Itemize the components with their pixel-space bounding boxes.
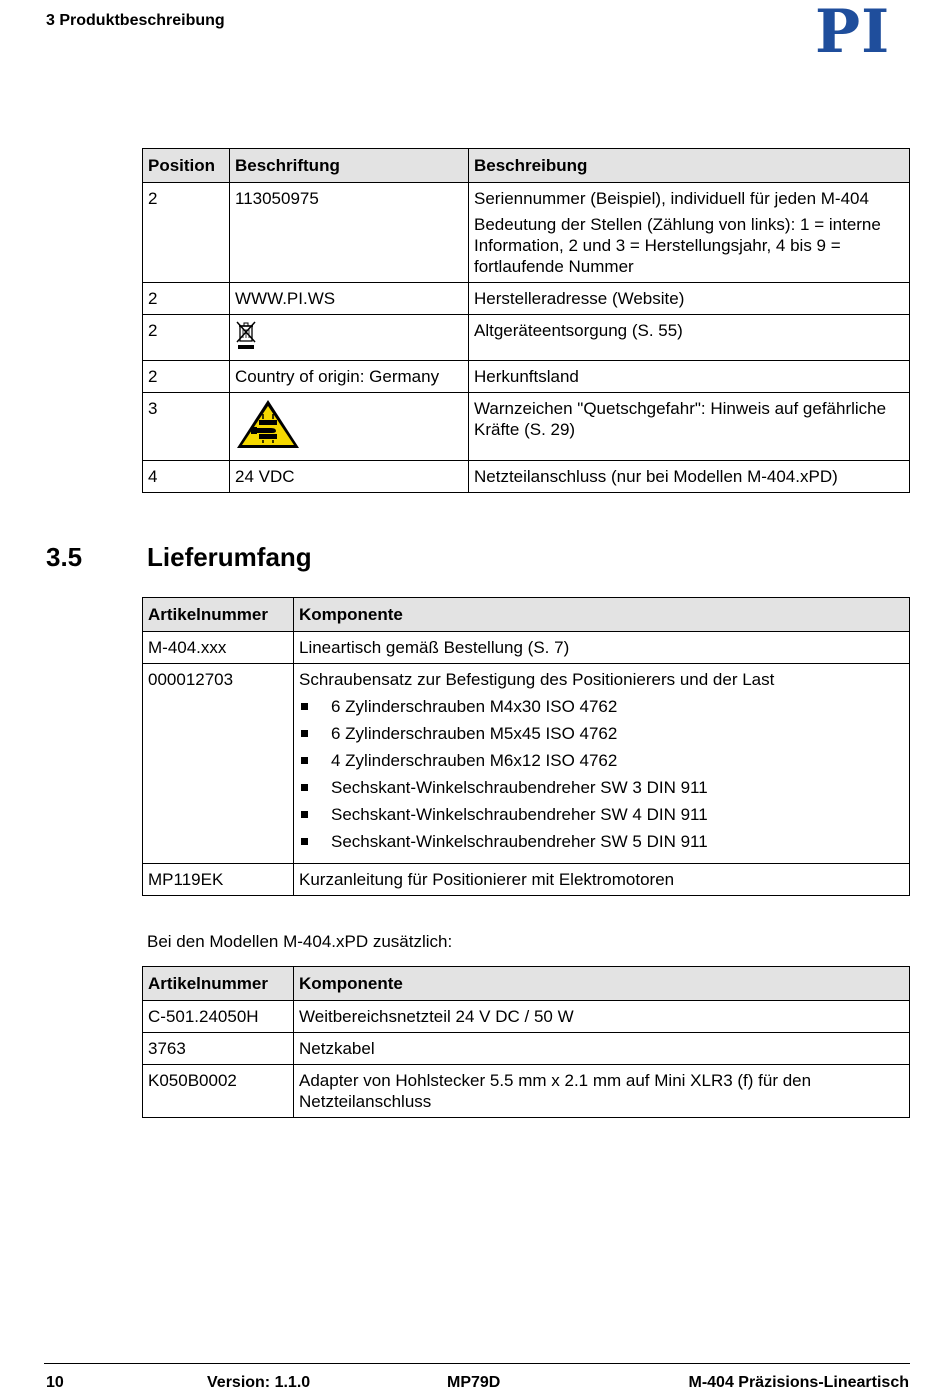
extra-table [142, 966, 910, 1118]
col-header-position: Position [143, 149, 230, 183]
table-header-row [143, 967, 910, 1001]
cell-article: K050B0002 [143, 1065, 294, 1118]
cell-position: 4 [143, 461, 230, 493]
cell-description: Altgeräteentsorgung (S. 55) [469, 315, 910, 361]
pi-logo: PI [815, 0, 891, 67]
cell-component: Weitbereichsnetzteil 24 V DC / 50 W [294, 1001, 910, 1033]
table-row [143, 393, 910, 461]
cell-description: Warnzeichen "Quetschgefahr": Hinweis auf gefährliche Kräfte (S. 29) [469, 393, 910, 461]
table-row [143, 461, 910, 493]
cell-label: 113050975 [230, 183, 469, 283]
cell-label: WWW.PI.WS [230, 283, 469, 315]
cell-description [469, 183, 910, 283]
list-item: Sechskant-Winkelschraubendreher SW 3 DIN 911 [299, 777, 904, 798]
label-table [142, 148, 910, 493]
description-text: Seriennummer (Beispiel), individuell für jeden M-404 [474, 189, 869, 208]
cell-label [230, 393, 469, 461]
cell-description: Herkunftsland [469, 361, 910, 393]
table-row [143, 315, 910, 361]
cell-description: Herstelleradresse (Website) [469, 283, 910, 315]
cell-position: 3 [143, 393, 230, 461]
crush-hazard-warning-icon [235, 398, 301, 450]
list-item: 4 Zylinderschrauben M6x12 ISO 4762 [299, 750, 904, 771]
table-row [143, 1065, 910, 1118]
table-header-row [143, 598, 910, 632]
col-header-component: Komponente [294, 598, 910, 632]
table-row [143, 361, 910, 393]
col-header-component: Komponente [294, 967, 910, 1001]
extra-note: Bei den Modellen M-404.xPD zusätzlich: [147, 932, 453, 951]
cell-component: Lineartisch gemäß Bestellung (S. 7) [294, 632, 910, 664]
scope-table [142, 597, 910, 896]
col-header-article: Artikelnummer [143, 967, 294, 1001]
list-item: Sechskant-Winkelschraubendreher SW 5 DIN 911 [299, 831, 904, 852]
cell-article: M-404.xxx [143, 632, 294, 664]
col-header-article: Artikelnummer [143, 598, 294, 632]
table-row [143, 632, 910, 664]
weee-crossed-bin-icon [235, 320, 257, 350]
list-item: 6 Zylinderschrauben M4x30 ISO 4762 [299, 696, 904, 717]
table-row [143, 283, 910, 315]
cell-component [294, 664, 910, 864]
cell-article: MP119EK [143, 864, 294, 896]
col-header-description: Beschreibung [469, 149, 910, 183]
component-item-list [299, 696, 904, 852]
running-header: 3 Produktbeschreibung [46, 12, 225, 29]
cell-component: Adapter von Hohlstecker 5.5 mm x 2.1 mm auf Mini XLR3 (f) für den Netzteilanschluss [294, 1065, 910, 1118]
section-title: Lieferumfang [147, 542, 312, 572]
cell-label [230, 315, 469, 361]
table-row [143, 664, 910, 864]
cell-position: 2 [143, 315, 230, 361]
list-item: 6 Zylinderschrauben M5x45 ISO 4762 [299, 723, 904, 744]
cell-article: 000012703 [143, 664, 294, 864]
cell-label: 24 VDC [230, 461, 469, 493]
component-text: Schraubensatz zur Befestigung des Positionierers und der Last [299, 670, 775, 689]
footer-divider [44, 1363, 910, 1364]
cell-article: C-501.24050H [143, 1001, 294, 1033]
cell-position: 2 [143, 283, 230, 315]
table-row [143, 864, 910, 896]
cell-component: Kurzanleitung für Positionierer mit Elektromotoren [294, 864, 910, 896]
footer-doc-id: MP79D [447, 1374, 501, 1391]
table-row [143, 1033, 910, 1065]
cell-label: Country of origin: Germany [230, 361, 469, 393]
page-number: 10 [46, 1374, 64, 1391]
cell-position: 2 [143, 361, 230, 393]
table-row [143, 183, 910, 283]
section-number: 3.5 [46, 542, 83, 572]
table-row [143, 1001, 910, 1033]
col-header-label: Beschriftung [230, 149, 469, 183]
cell-article: 3763 [143, 1033, 294, 1065]
description-detail: Bedeutung der Stellen (Zählung von links): 1 = interne Information, 2 und 3 = Herstellungsjahr, 4 bis 9 = fortlaufende Nummer [474, 215, 881, 276]
table-header-row [143, 149, 910, 183]
cell-component: Netzkabel [294, 1033, 910, 1065]
list-item: Sechskant-Winkelschraubendreher SW 4 DIN 911 [299, 804, 904, 825]
footer-version: Version: 1.1.0 [207, 1374, 311, 1391]
cell-description: Netzteilanschluss (nur bei Modellen M-404.xPD) [469, 461, 910, 493]
cell-position: 2 [143, 183, 230, 283]
footer-product: M-404 Präzisions-Lineartisch [688, 1374, 909, 1391]
